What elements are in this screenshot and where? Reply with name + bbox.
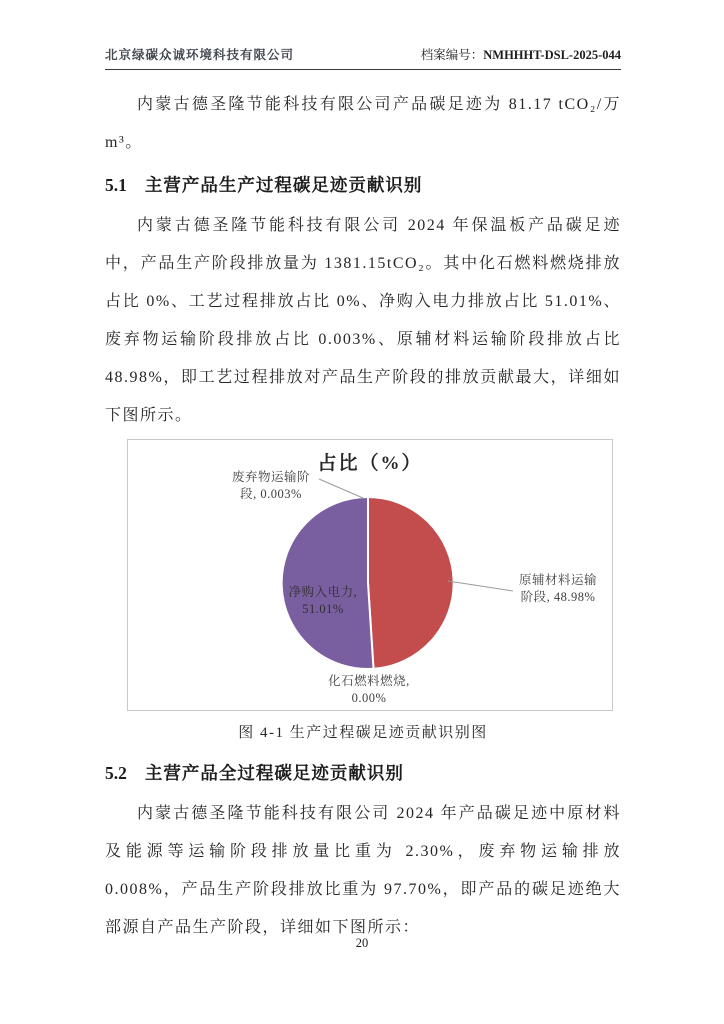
section-5-1-number: 5.1 (105, 175, 127, 195)
leader-line-materials (448, 581, 513, 591)
pie-label-materials-line2: 阶段, 48.98% (520, 590, 596, 604)
section-5-2-heading (105, 760, 621, 785)
section-5-1-title: 主营产品生产过程碳足迹贡献识别 (144, 175, 423, 195)
section-5-2-number: 5.2 (105, 763, 127, 783)
pie-label-waste-line1: 废弃物运输阶 (231, 470, 310, 484)
pie-label-fossil-fuel (313, 673, 425, 707)
pie-slice-2 (282, 497, 374, 669)
section-5-2-paragraph: 内蒙古德圣隆节能科技有限公司 2024 年产品碳足迹中原材料及能源等运输阶段排放量比重为 2.30%，废弃物运输排放 0.008%，产品生产阶段排放比重为 97.70%，即产品的碳足迹绝大部源自产品生产阶段，详细如下图所示： (105, 805, 621, 936)
header-archive-number (421, 45, 621, 63)
pie-slice-0 (368, 497, 454, 669)
intro-paragraph: 内蒙古德圣隆节能科技有限公司产品碳足迹为 81.17 tCO₂/万 m³。 (105, 96, 621, 151)
pie-label-electricity-line1: 净购入电力, (288, 585, 358, 599)
archive-label: 档案编号： (420, 48, 484, 62)
pie-label-fossil-line2: 0.00% (351, 691, 387, 705)
pie-slices (282, 497, 454, 669)
pie-label-materials-line1: 原辅材料运输 (518, 573, 597, 587)
pie-label-purchased-electricity (283, 584, 363, 618)
pie-label-waste-transport (216, 469, 326, 503)
archive-number-value: NMHHHT-DSL-2025-044 (483, 48, 621, 62)
pie-label-raw-materials-transport (508, 572, 608, 606)
page-number: 20 (355, 936, 369, 950)
chart-title: 占比（%） (317, 453, 423, 474)
pie-label-waste-line2: 段, 0.003% (240, 487, 302, 501)
pie-chart-figure (127, 439, 613, 711)
section-5-1-paragraph: 内蒙古德圣隆节能科技有限公司 2024 年保温板产品碳足迹中，产品生产阶段排放量为 1381.15tCO₂。其中化石燃料燃烧排放占比 0%、工艺过程排放占比 0%、净购入电力排放占比 51.01%、废弃物运输阶段排放占比 0.003%、原辅材料运输阶段排放占比 48.98%，即工艺过程排放对产品生产阶段的排放贡献最大，详细如下图所示。 (105, 217, 621, 424)
section-5-1-heading (105, 172, 621, 197)
pie-label-electricity-line2: 51.01% (302, 602, 344, 616)
pie-label-fossil-line1: 化石燃料燃烧, (328, 674, 410, 688)
figure-caption: 图 4-1 生产过程碳足迹贡献识别图 (238, 725, 488, 741)
header-company-name: 北京绿碳众诚环境科技有限公司 (105, 48, 295, 62)
page-header (105, 45, 621, 70)
section-5-2-title: 主营产品全过程碳足迹贡献识别 (144, 763, 404, 783)
page-content (105, 45, 621, 947)
